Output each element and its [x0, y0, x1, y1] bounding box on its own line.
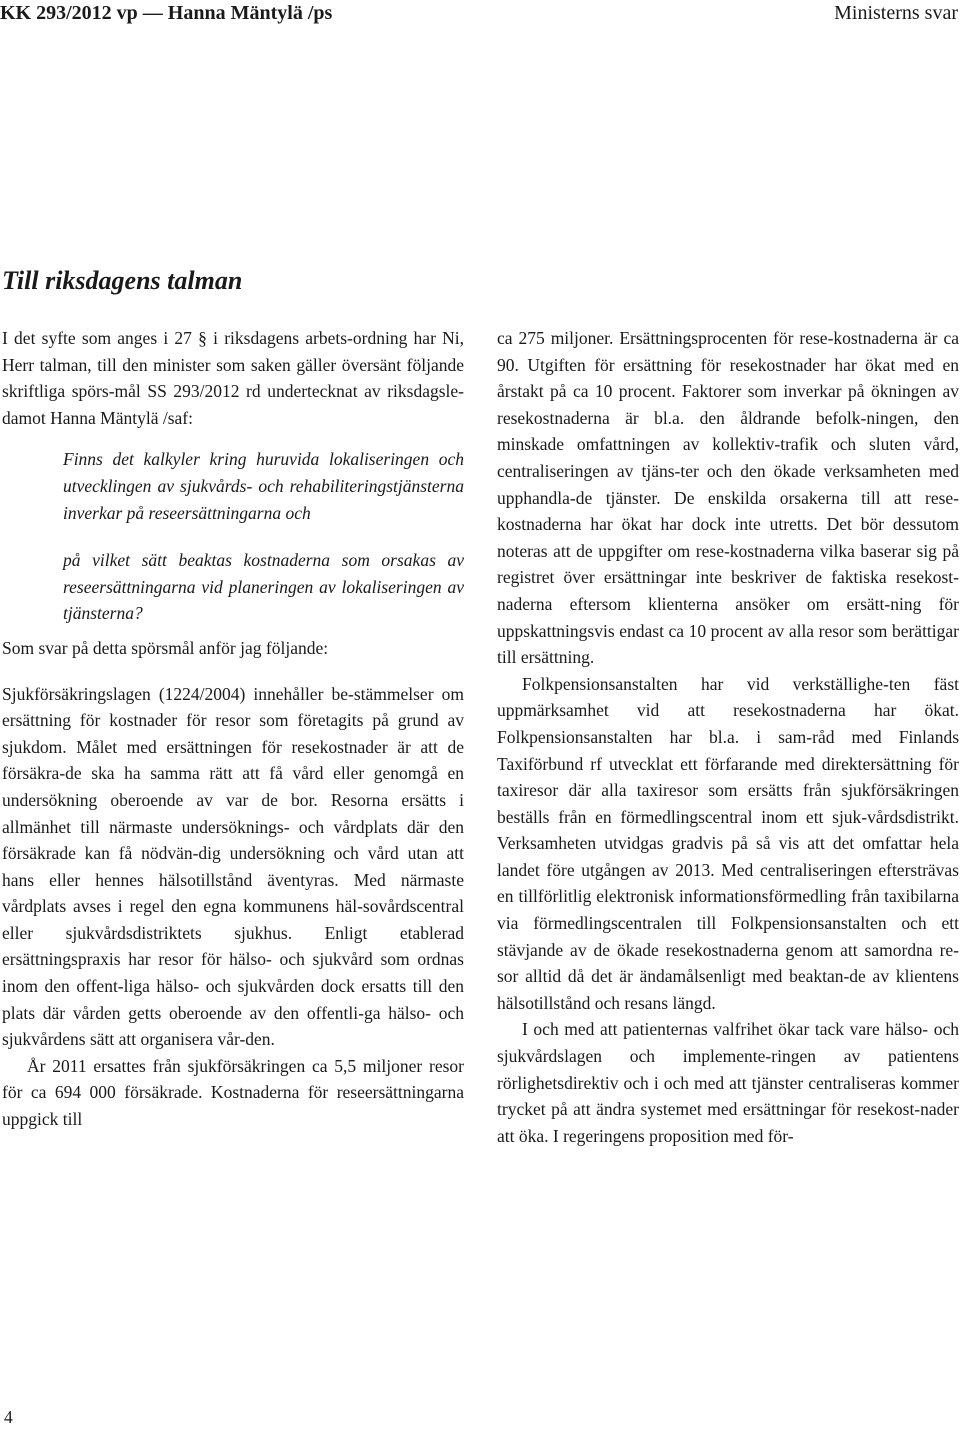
addressee-heading: Till riksdagens talman — [2, 266, 243, 295]
right-column — [497, 325, 959, 1149]
question-1: Finns det kalkyler kring huruvida lokaliseringen och utvecklingen av sjukvårds- och rehabiliteringstjänsterna inverkar på reseersättningarna och — [63, 449, 464, 523]
document-reference: KK 293/2012 vp — Hanna Mäntylä /ps — [0, 2, 333, 24]
answer-paragraph: År 2011 ersattes från sjukförsäkringen ca 5,5 miljoner resor för ca 694 000 försäkrade. Kostnaderna för reseersättningarna uppgick till — [2, 1055, 464, 1130]
document-section: Ministerns svar — [834, 2, 958, 24]
question-2: på vilket sätt beaktas kostnaderna som orsakas av reseersättningarna vid planeringen av lokaliseringen av tjänsterna? — [63, 550, 464, 624]
answer-paragraph: Folkpensionsanstalten har vid verkställighe-ten fäst uppmärksamhet vid att resekostnaderna har ökat. Folkpensionsanstalten har bl.a. i sam-råd med Finlands Taxiförbund rf utvecklat ett förfarande med direktersättning för taxiresor där alla taxiresor som ersätts från sjukförsäkringen beställs från en förmedlingscentral inom ett sjuk-vårdsdistrikt. Verksamheten utvidgas gradvis på så vis att det omfattar hela landet före utgången av 2013. Med centraliseringen eftersträvas en tillförlitlig elektronisk informationsförmedling från taxibilarna via förmedlingscentralen till Folkpensionsanstalten och ett stävjande av de ökade resekostnaderna genom att samordna re-sor alltid då det är ändamålsenligt med beaktan-de av klientens hälsotillstånd och resans längd. — [497, 673, 959, 1013]
answer-paragraph: I och med att patienternas valfrihet ökar tack vare hälso- och sjukvårdslagen och implemente-ringen av patientens rörlighetsdirektiv och i och med att tjänster centraliseras kommer trycket på att ändra systemet med ersättningar för resekost-nader att öka. I regeringens proposition med för- — [497, 1019, 959, 1146]
page-number: 4 — [4, 1407, 13, 1427]
intro-paragraph: I det syfte som anges i 27 § i riksdagens arbets-ordning har Ni, Herr talman, till den minister som saken gäller översänt följande skriftliga spörs-mål SS 293/2012 rd undertecknat av riksdagsle-damot Hanna Mäntylä /saf: — [2, 328, 464, 428]
left-column — [2, 325, 464, 1133]
answer-intro: Som svar på detta spörsmål anför jag följande: — [2, 637, 329, 658]
answer-paragraph: ca 275 miljoner. Ersättningsprocenten för rese-kostnaderna är ca 90. Utgiften för ersättning för resekostnader har ökat med en årstakt på ca 10 procent. Faktorer som inverkar på ökningen av resekostnaderna är bl.a. den åldrande befolk-ningen, den minskade omfattningen av kollektiv-trafik och sluten vård, centraliseringen av tjäns-ter och den ökade verksamheten med upphandla-de tjänster. De enskilda orsakerna till att rese-kostnaderna har ökat har dock inte utretts. Det bör dessutom noteras att de uppgifter om rese-kostnaderna vilka baserar sig på registret över ersättningar inte beskriver de faktiska resekost-naderna eftersom klienterna ansöker om ersätt-ning för uppskattningsvis endast ca 10 procent av alla resor som berättigar till ersättning. — [497, 328, 959, 668]
answer-paragraph: Sjukförsäkringslagen (1224/2004) innehåller be-stämmelser om ersättning för kostnader för resor som företagits på grund av sjukdom. Målet med ersättningen för resekostnader är att de försäkra-de ska ha samma rätt att få vård eller genomgå en undersökning oberoende av var de bor. Resorna ersätts i allmänhet till närmaste undersöknings- och vårdplats där den försäkrade kan få nödvän-dig undersökning och vård utan att hans eller hennes hälsotillstånd äventyras. Med närmaste vårdplats avses i regel den egna kommunens häl-sovårdscentral eller sjukvårdsdistriktets sjukhus. Enligt etablerad ersättningspraxis har resor för hälso- och sjukvård som ordnas inom den offent-liga hälso- och sjukvården dock ersatts till den plats där vården getts oberoende av den offentli-ga hälso- och sjukvårdens sätt att organisera vår-den. — [2, 683, 464, 1050]
